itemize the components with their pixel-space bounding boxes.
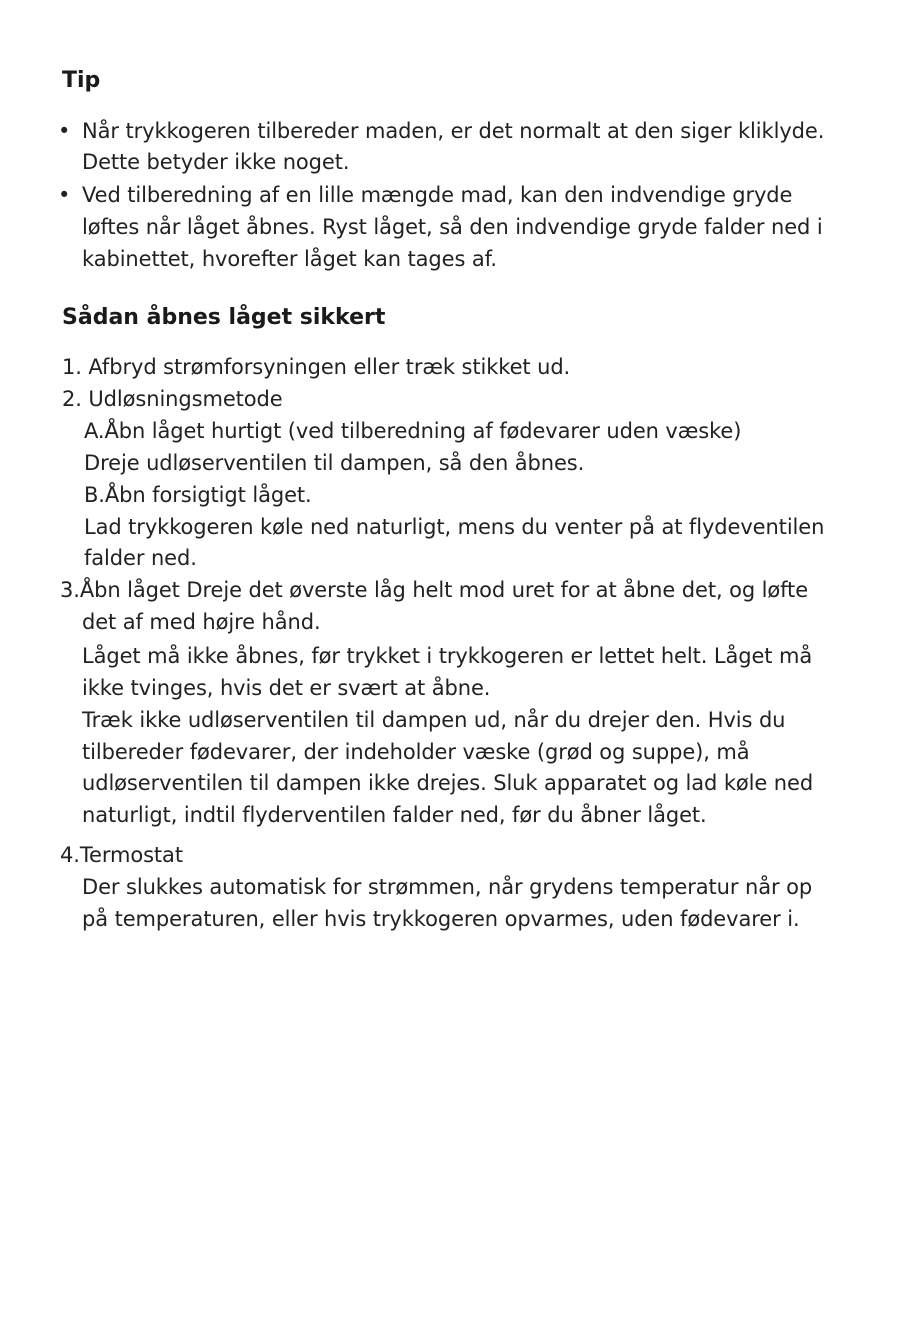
step-3-caution-2: tilbereder fødevarer, der indeholder væske (grød og suppe), må: [82, 740, 750, 764]
step-3-caution-1: Træk ikke udløserventilen til dampen ud, når du drejer den. Hvis du: [82, 708, 786, 732]
step-3-caution-3: udløserventilen til dampen ikke drejes. Sluk apparatet og lad køle ned: [82, 771, 814, 795]
step-2b: B.Åbn forsigtigt låget.: [84, 483, 312, 507]
tip-item-2-line-3: kabinettet, hvorefter låget kan tages af.: [82, 247, 497, 271]
tip-item-2-line-1: Ved tilberedning af en lille mængde mad, kan den indvendige gryde: [82, 183, 793, 207]
tip-item-1-line-2: Dette betyder ikke noget.: [82, 150, 350, 174]
step-2b-text-1: Lad trykkogeren køle ned naturligt, mens du venter på at flydeventilen: [84, 515, 825, 539]
step-2b-text-2: falder ned.: [84, 546, 197, 570]
step-2a-text: Dreje udløserventilen til dampen, så den åbnes.: [84, 451, 585, 475]
step-3-warning-1: Låget må ikke åbnes, før trykket i trykkogeren er lettet helt. Låget må: [82, 644, 813, 668]
step-2a: A.Åbn låget hurtigt (ved tilberedning af fødevarer uden væske): [84, 419, 742, 443]
tip-item-1-line-1: Når trykkogeren tilbereder maden, er det normalt at den siger kliklyde.: [82, 119, 825, 143]
tip-bullet-1: •: [58, 119, 71, 143]
safe-open-heading: Sådan åbnes låget sikkert: [62, 305, 386, 330]
step-4: 4.Termostat: [60, 843, 183, 867]
tip-item-2-line-2: løftes når låget åbnes. Ryst låget, så den indvendige gryde falder ned i: [82, 215, 823, 239]
step-3-line-2: det af med højre hånd.: [82, 610, 321, 634]
tip-bullet-2: •: [58, 183, 71, 207]
step-1: 1. Afbryd strømforsyningen eller træk stikket ud.: [62, 355, 571, 379]
tip-heading: Tip: [62, 68, 101, 93]
step-4-text-1: Der slukkes automatisk for strømmen, når grydens temperatur når op: [82, 875, 813, 899]
step-4-text-2: på temperaturen, eller hvis trykkogeren opvarmes, uden fødevarer i.: [82, 907, 800, 931]
step-3-warning-2: ikke tvinges, hvis det er svært at åbne.: [82, 676, 491, 700]
step-3-line-1: 3.Åbn låget Dreje det øverste låg helt mod uret for at åbne det, og løfte: [60, 578, 809, 602]
step-2: 2. Udløsningsmetode: [62, 387, 283, 411]
step-3-caution-4: naturligt, indtil flyderventilen falder ned, før du åbner låget.: [82, 803, 707, 827]
